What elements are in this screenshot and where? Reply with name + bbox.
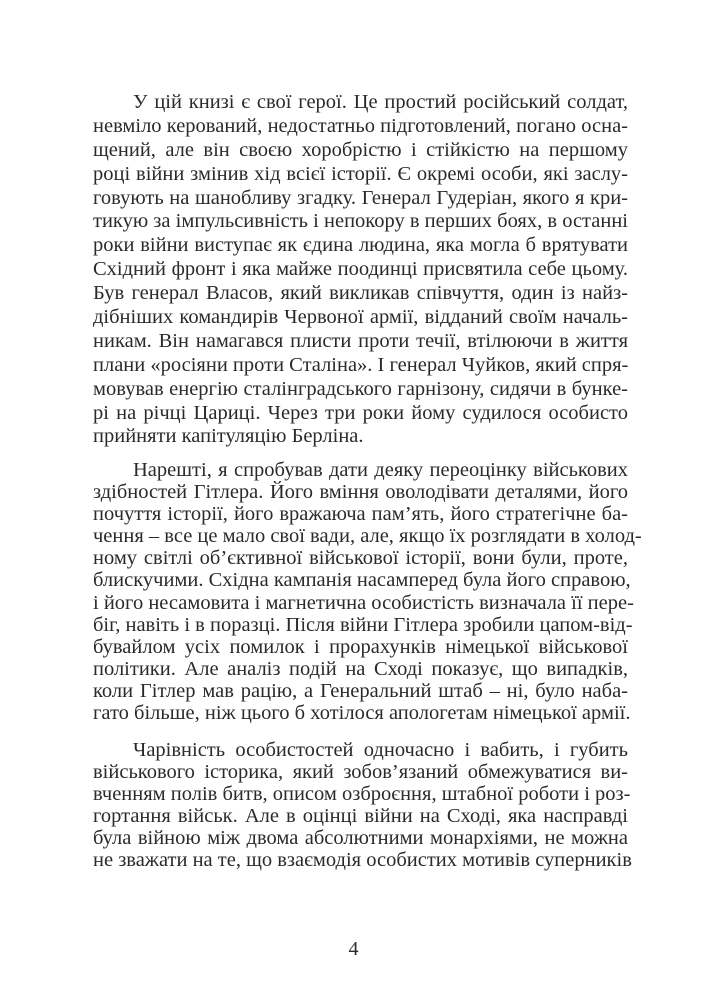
text-line: блискучими. Східна кампанія насамперед була його справою,: [93, 569, 631, 592]
text-line: була війною між двома абсолютними монархіями, не можна: [93, 827, 628, 849]
text-line: мовував енергію сталінградського гарнізону, сидячи в бунке-: [93, 377, 628, 400]
text-line: Був генерал Власов, який викликав співчуття, один із найз-: [93, 282, 628, 305]
text-line: бувайлом усіх помилок і прорахунків німецької військової: [93, 635, 628, 658]
text-line: здібностей Гітлера. Його вміння оволодівати деталями, його: [93, 481, 628, 504]
text-line: никам. Він намагався плисти проти течії, втілюючи в життя: [93, 329, 628, 352]
text-line: говують на шанобливу згадку. Генерал Гудеріан, якого я кри-: [93, 186, 628, 209]
page-number: 4: [348, 938, 359, 960]
text-line: гортання військ. Але в оцінці війни на Сході, яка насправді: [93, 805, 628, 827]
text-line: дібніших командирів Червоної армії, відданий своїм началь-: [93, 306, 628, 329]
text-line: тикую за імпульсивність і непокору в перших боях, в останні: [93, 210, 628, 233]
paragraph-3: [93, 739, 632, 871]
text-line: плани «росіяни проти Сталіна». І генерал Чуйков, який спря-: [93, 353, 629, 376]
text-line: роки війни виступає як єдина людина, яка могла б врятувати: [93, 234, 628, 257]
paragraph-1: [93, 91, 628, 449]
text-line: році війни змінив хід всієї історії. Є окремі особи, які заслу-: [93, 162, 628, 185]
text-line: коли Гітлер мав рацію, а Генеральний штаб – ні, було наба-: [93, 679, 628, 702]
text-line: Чарівність особистостей одночасно і вабить, і губить: [133, 739, 628, 761]
text-line: невміло керований, недостатньо підготовлений, погано осна-: [93, 114, 628, 137]
text-line: політики. Але аналіз подій на Сході показує, що випадків,: [93, 657, 628, 680]
text-line: чення – все це мало свої вади, але, якщо їх розглядати в холод-: [93, 525, 642, 548]
text-line: почуття історії, його вражаюча пам’ять, його стратегічне ба-: [93, 503, 628, 526]
text-line: вченням полів битв, описом озброєння, штабної роботи і роз-: [93, 783, 631, 805]
text-line: гато більше, ніж цього б хотілося апологетам німецької армії.: [93, 702, 631, 725]
text-line: рі на річці Цариці. Через три роки йому судилося особисто: [93, 401, 628, 424]
text-line: ному світлі об’єктивної військової історії, вони були, проте,: [93, 547, 628, 570]
text-line: і його несамовита і магнетична особистість визначала її пере-: [93, 591, 634, 614]
text-line: У цій книзі є свої герої. Це простий російський солдат,: [133, 91, 628, 113]
text-line: військового історика, який зобов’язаний обмежуватися ви-: [93, 761, 628, 783]
text-line: прийняти капітуляцію Берліна.: [93, 425, 364, 448]
text-line: не зважати на те, що взаємодія особистих мотивів суперників: [93, 849, 632, 871]
paragraph-2: [93, 459, 642, 725]
text-line: щений, але він своєю хоробрістю і стійкістю на першому: [93, 138, 628, 161]
text-line: біг, навіть і в поразці. Після війни Гітлера зробили цапом-від-: [93, 613, 633, 636]
text-line: Нарешті, я спробував дати деяку переоцінку військових: [133, 459, 628, 481]
text-line: Східний фронт і яка майже поодинці присвятила себе цьому.: [93, 258, 628, 281]
